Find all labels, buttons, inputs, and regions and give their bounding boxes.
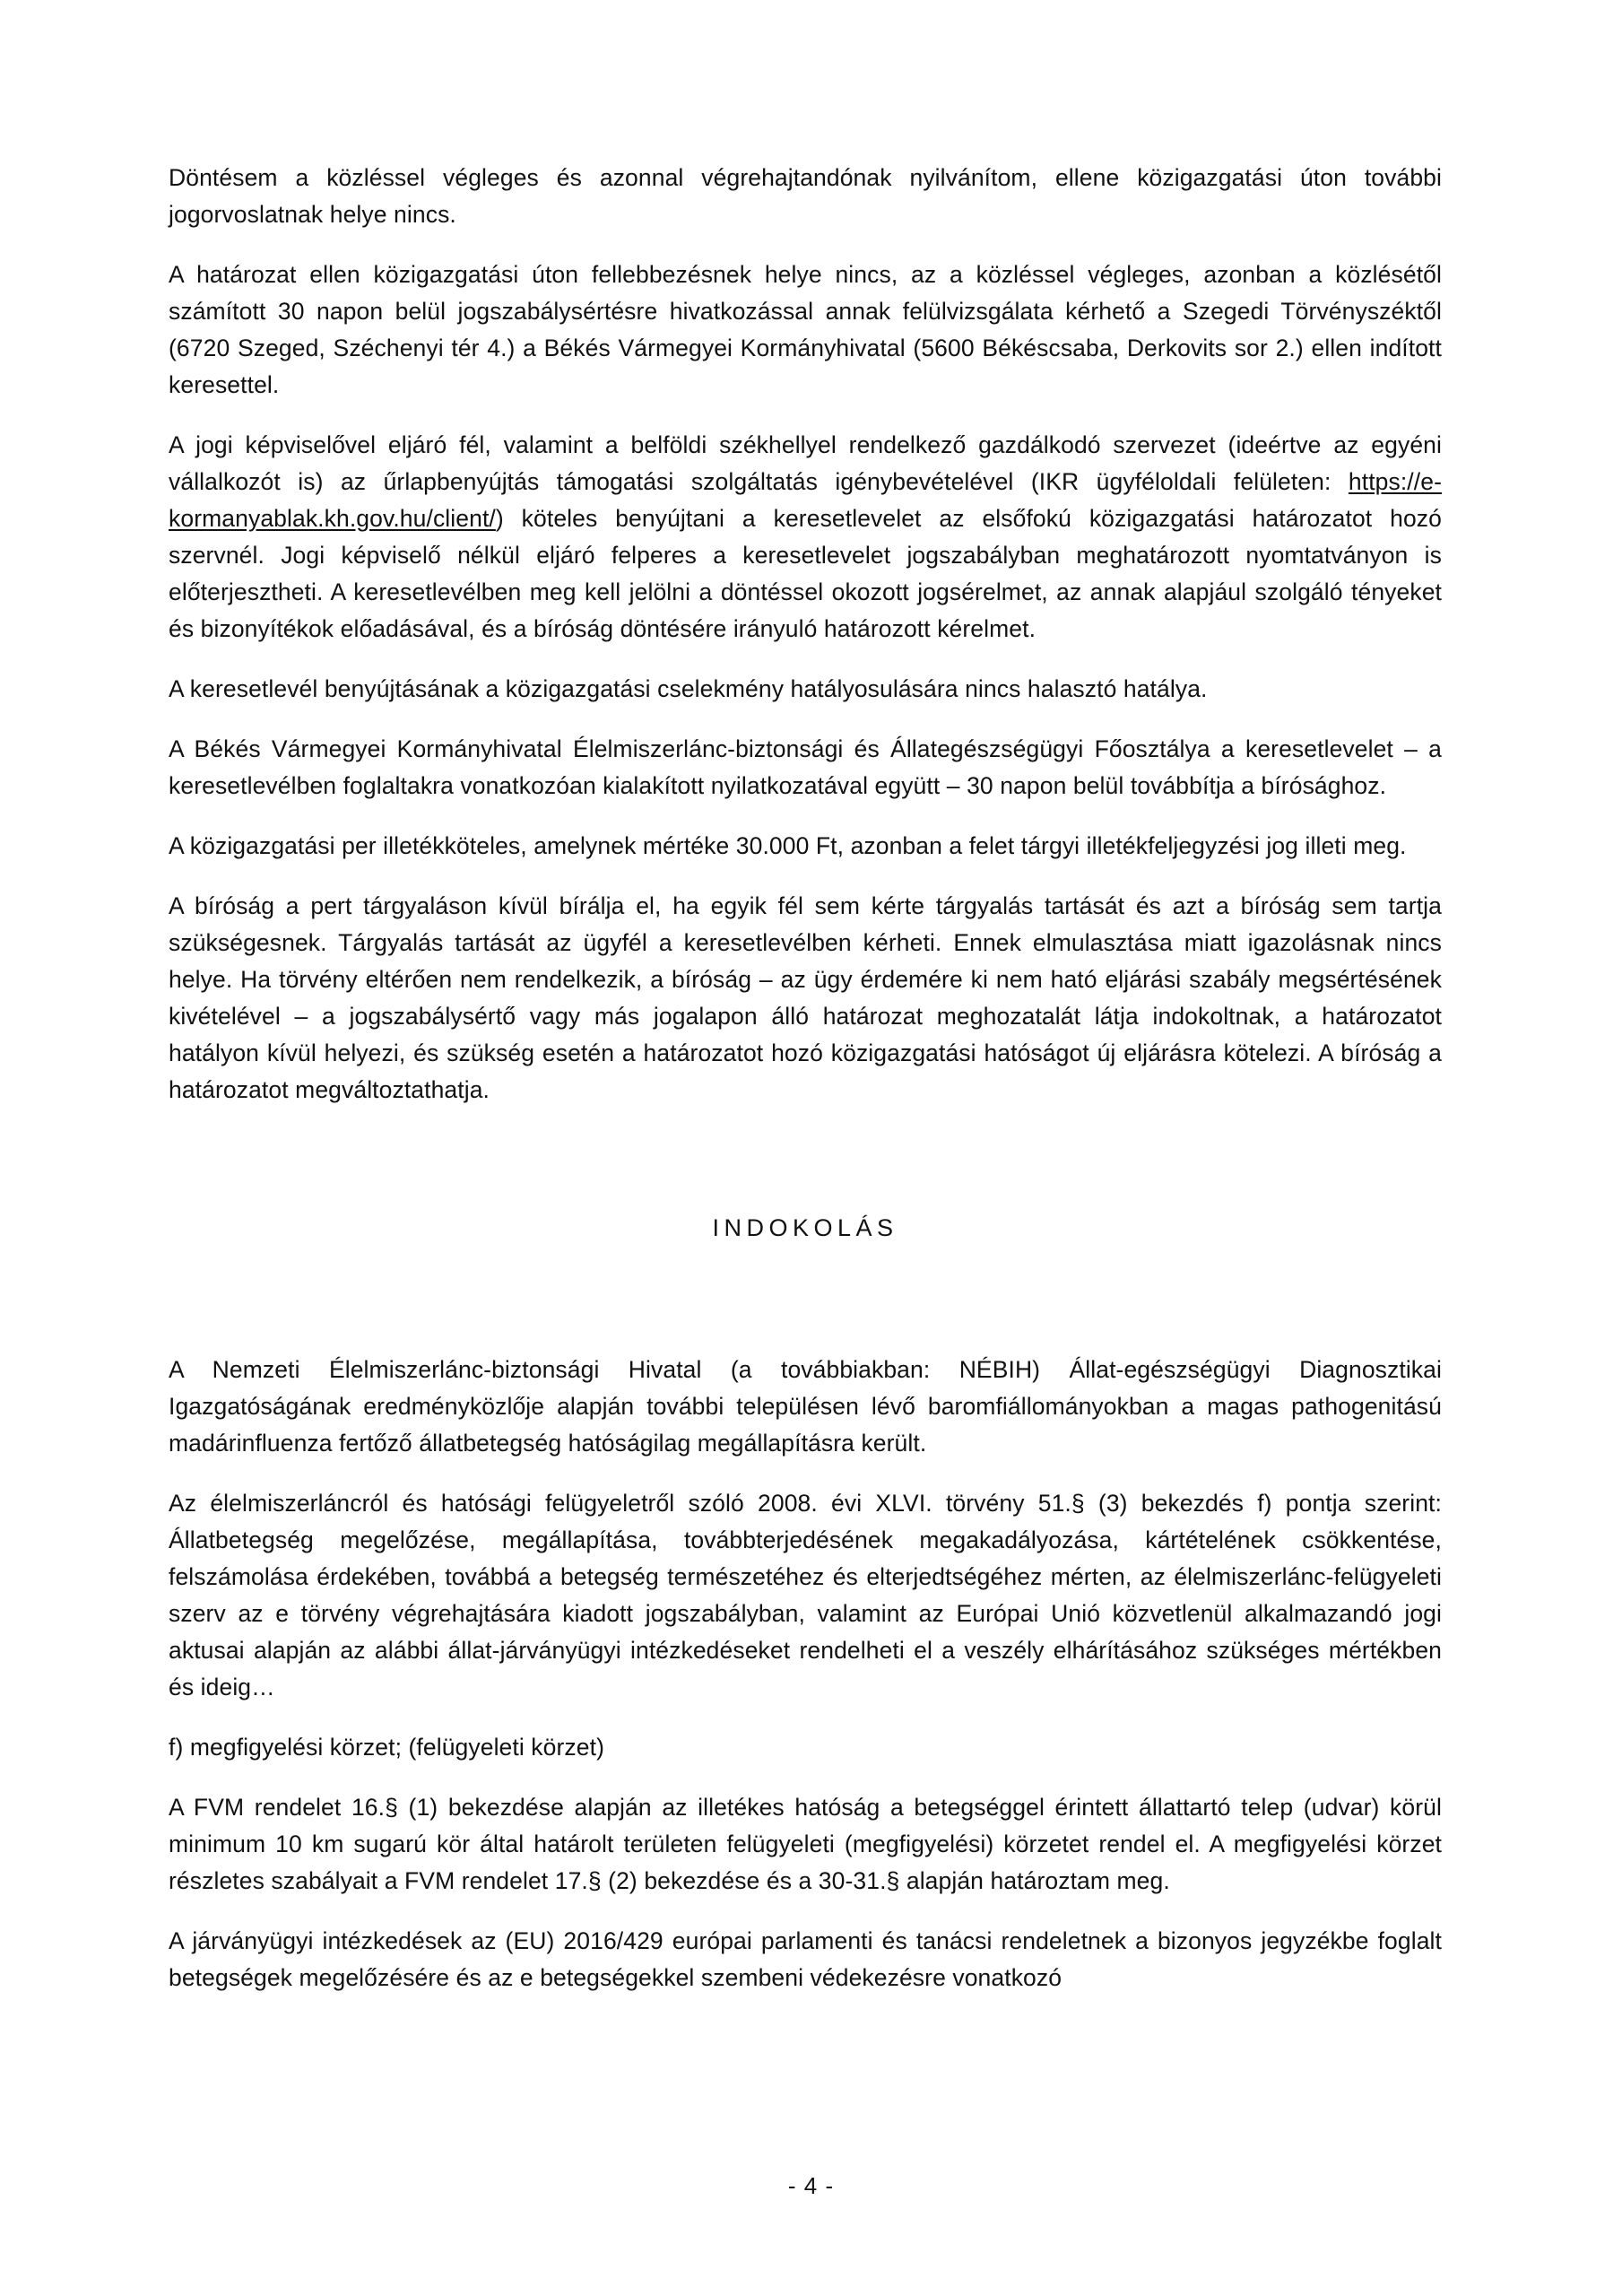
paragraph-legal-representation: [169, 427, 1442, 648]
paragraph-legal-representation-text-after: ) köteles benyújtani a keresetlevelet az elsőfokú közigazgatási határozatot hozó szervnél. Jogi képviselő nélkül eljáró felperes a keresetlevelet jogszabályban meghatározott nyomtatványon is előterjesztheti. A keresetlevélben meg kell jelölni a döntéssel okozott jogsérelmet, az annak alapjául szolgáló tényeket és bizonyítékok előadásával, és a bíróság döntésére irányuló határozott kérelmet.: [169, 505, 1442, 642]
document-body: [169, 160, 1442, 2020]
paragraph-decision-final: Döntésem a közléssel végleges és azonnal végrehajtandónak nyilvánítom, ellene közigazgatási úton további jogorvoslatnak helye nincs.: [169, 164, 1442, 228]
page-number: - 4 -: [787, 2172, 835, 2199]
section-heading-indokolas: INDOKOLÁS: [712, 1214, 898, 1241]
paragraph-fvm-decree: A FVM rendelet 16.§ (1) bekezdése alapján az illetékes hatóság a betegséggel érintett állattartó telep (udvar) körül minimum 10 km sugarú kör által határolt területen felügyeleti (megfigyelési) körzetet rendel el. A megfigyelési körzet részletes szabályait a FVM rendelet 17.§ (2) bekezdése és a 30-31.§ alapján határoztam meg.: [169, 1794, 1442, 1894]
paragraph-forwarding-to-court: A Békés Vármegyei Kormányhivatal Élelmiszerlánc-biztonsági és Állategészségügyi Főosztálya a keresetlevelet – a keresetlevélben foglaltakra vonatkozóan kialakított nyilatkozatával együtt – 30 napon belül továbbítja a bírósághoz.: [169, 735, 1442, 799]
paragraph-surveillance-zone-item: f) megfigyelési körzet; (felügyeleti körzet): [169, 1734, 604, 1761]
paragraph-eu-regulation: A járványügyi intézkedések az (EU) 2016/429 európai parlamenti és tanácsi rendeletnek a bizonyos jegyzékbe foglalt betegségek megelőzésére és az e betegségekkel szembeni védekezésre vonatkozó: [169, 1927, 1442, 1991]
paragraph-court-fee: A közigazgatási per illetékköteles, amelynek mértéke 30.000 Ft, azonban a felet tárgyi illetékfeljegyzési jog illeti meg.: [169, 832, 1407, 859]
section-heading-wrap: [169, 1214, 1442, 1242]
e-kormanyablak-link[interactable]: https://e-kormanyablak.kh.gov.hu/client/: [169, 468, 1442, 532]
paragraph-hearing-rules: A bíróság a pert tárgyaláson kívül bírálja el, ha egyik fél sem kérte tárgyalás tartását és azt a bíróság sem tartja szükségesnek. Tárgyalás tartását az ügyfél a keresetlevélben kérheti. Ennek elmulasztása miatt igazolásnak nincs helye. Ha törvény eltérően nem rendelkezik, a bíróság – az ügy érdemére ki nem ható eljárási szabály megsértésének kivételével – a jogszabálysértő vagy más jogalapon álló határozat meghozatalát látja indokoltnak, a határozatot hatályon kívül helyezi, és szükség esetén a határozatot hozó közigazgatási hatóságot új eljárásra kötelezi. A bíróság a határozatot megváltoztathatja.: [169, 892, 1442, 1103]
paragraph-nebih-finding: A Nemzeti Élelmiszerlánc-biztonsági Hivatal (a továbbiakban: NÉBIH) Állat-egészségügyi Diagnosztikai Igazgatóságának eredményközlője alapján további településen lévő baromfiállományokban a magas pathogenitású madárinfluenza fertőző állatbetegség hatóságilag megállapításra került.: [169, 1356, 1442, 1457]
paragraph-no-suspensive-effect: A keresetlevél benyújtásának a közigazgatási cselekmény hatályosulására nincs halasztó hatálya.: [169, 675, 1208, 702]
paragraph-food-chain-act: Az élelmiszerláncról és hatósági felügyeletről szóló 2008. évi XLVI. törvény 51.§ (3) bekezdés f) pontja szerint: Állatbetegség megelőzése, megállapítása, továbbterjedésének megakadályozása, kártételének csökkentése, felszámolása érdekében, továbbá a betegség természetéhez és elterjedtségéhez mérten, az élelmiszerlánc-felügyeleti szerv az e törvény végrehajtására kiadott jogszabályban, valamint az Európai Unió közvetlenül alkalmazandó jogi aktusai alapján az alábbi állat-járványügyi intézkedéseket rendelheti el a veszély elhárításához szükséges mértékben és ideig…: [169, 1490, 1442, 1700]
paragraph-appeal-rights: A határozat ellen közigazgatási úton fellebbezésnek helye nincs, az a közléssel végleges, azonban a közlésétől számított 30 napon belül jogszabálysértésre hivatkozással annak felülvizsgálata kérhető a Szegedi Törvényszéktől (6720 Szeged, Széchenyi tér 4.) a Békés Vármegyei Kormányhivatal (5600 Békéscsaba, Derkovits sor 2.) ellen indított keresettel.: [169, 261, 1442, 398]
paragraph-legal-representation-text-before: A jogi képviselővel eljáró fél, valamint a belföldi székhellyel rendelkező gazdálkodó szervezet (ideértve az egyéni vállalkozót is) az űrlapbenyújtás támogatási szolgáltatás igénybevételével (IKR ügyféloldali felületen:: [169, 431, 1442, 495]
